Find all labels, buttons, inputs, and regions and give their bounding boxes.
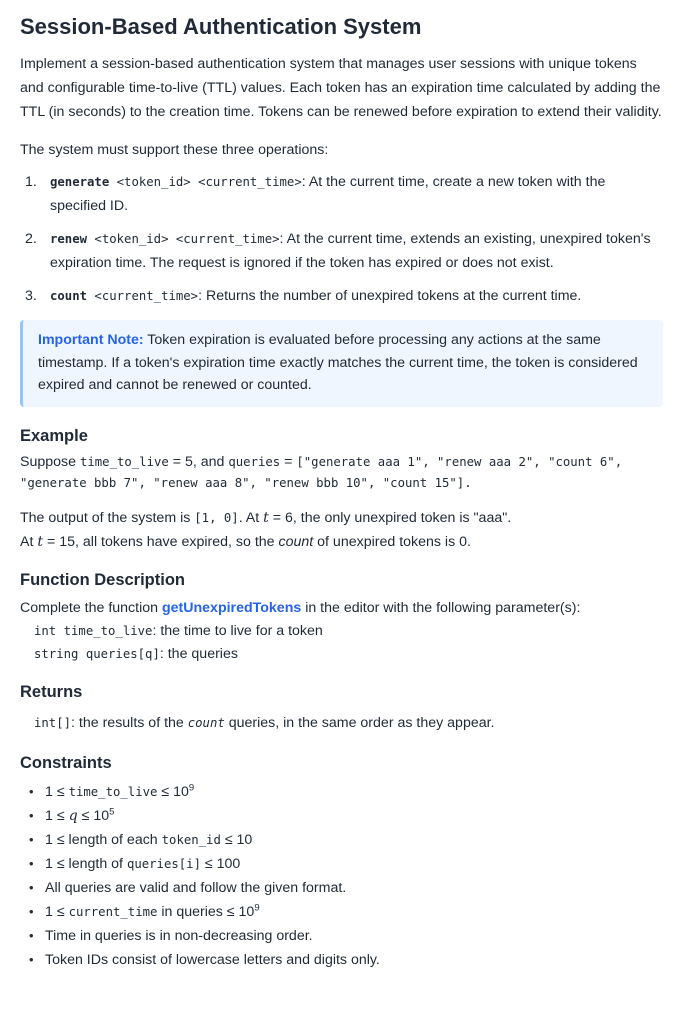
example-setup: Suppose time_to_live = 5, and queries = ["generate aaa 1", "renew aaa 2", "count 6", "generate bbb 7", "renew aaa 8", "renew bbb 10", "count 15"].: [20, 453, 623, 490]
op-command: count: [50, 289, 88, 303]
bullet-icon: •: [29, 855, 34, 871]
constraints-heading: Constraints: [20, 753, 112, 772]
op-description: : At the current time, create a new token with the specified ID.: [50, 174, 606, 214]
bullet-icon: •: [29, 879, 34, 895]
page-title: Session-Based Authentication System: [20, 14, 422, 39]
list-item: [20, 227, 663, 275]
note-label: Important Note:: [38, 332, 144, 348]
param-type: int time_to_live: [34, 623, 153, 638]
example-section: [20, 425, 663, 554]
bullet-icon: •: [29, 831, 34, 847]
example-explanation: At t = 15, all tokens have expired, so the count of unexpired tokens is 0.: [20, 533, 471, 550]
list-item: • Token IDs consist of lowercase letters and digits only.: [20, 948, 663, 972]
important-note-callout: [20, 320, 663, 407]
list-number: 2.: [25, 231, 37, 247]
function-heading: Function Description: [20, 570, 185, 589]
op-description: : At the current time, extends an existing, unexpired token's expiration time. The request is ignored if the token has expired or does not exist.: [50, 231, 651, 271]
op-args: <current_time>: [87, 289, 199, 303]
list-item: • 1 ≤ length of each token_id ≤ 10: [20, 828, 663, 852]
intro-paragraph: Implement a session-based authentication system that manages user sessions with unique tokens and configurable time-to-live (TTL) values. Each token has an expiration time calculated by adding the TTL (in seconds) to the creation time. Tokens can be renewed before expiration to extend their validity.: [20, 56, 662, 120]
note-text: Token expiration is evaluated before processing any actions at the same timestamp. If a token's expiration time exactly matches the current time, the token is considered expired and cannot be renewed or counted.: [38, 332, 638, 393]
example-heading: Example: [20, 426, 88, 445]
function-description-section: [20, 569, 663, 666]
list-number: 1.: [25, 174, 37, 190]
op-args: <token_id> <current_time>: [87, 232, 280, 246]
function-intro: Complete the function getUnexpiredTokens in the editor with the following parameter(s):: [20, 599, 581, 616]
param-type: string queries[q]: [34, 646, 160, 661]
constraints-section: [20, 752, 663, 972]
op-command: generate: [50, 175, 110, 189]
list-number: 3.: [25, 288, 37, 304]
function-name-link[interactable]: getUnexpiredTokens: [161, 599, 302, 616]
bullet-icon: •: [29, 951, 34, 967]
param-item: string queries[q]: the queries: [34, 645, 238, 662]
bullet-icon: •: [29, 807, 34, 823]
returns-heading: Returns: [20, 682, 83, 701]
list-item: • All queries are valid and follow the given format.: [20, 876, 663, 900]
param-item: int time_to_live: the time to live for a token: [34, 622, 323, 639]
operations-list: [20, 170, 663, 308]
list-item: • 1 ≤ current_time in queries ≤ $10^9$: [20, 900, 663, 924]
list-item: • $1 \le q \le 10^5$: [20, 804, 663, 828]
list-item: [20, 170, 663, 218]
example-queries-list: ["generate aaa 1", "renew aaa 2", "count 6", "generate bbb 7", "renew aaa 8", "renew bbb 10", "count 15"].: [20, 454, 623, 490]
list-item: • 1 ≤ length of queries[i] ≤ 100: [20, 852, 663, 876]
op-args: <token_id> <current_time>: [109, 175, 302, 189]
op-description: : Returns the number of unexpired tokens at the current time.: [198, 288, 582, 304]
ops-intro: The system must support these three operations:: [20, 142, 329, 158]
list-item: [20, 284, 663, 308]
return-type: int[]: [34, 715, 72, 730]
list-item: • Time in queries is in non-decreasing order.: [20, 924, 663, 948]
list-item: • 1 ≤ time_to_live ≤ $10^9$: [20, 780, 663, 804]
returns-section: [20, 681, 663, 735]
constraints-list: [20, 780, 663, 972]
op-command: renew: [50, 232, 88, 246]
bullet-icon: •: [29, 903, 34, 919]
bullet-icon: •: [29, 783, 34, 799]
example-output: The output of the system is [1, 0]. At t = 6, the only unexpired token is "aaa".: [20, 509, 512, 526]
bullet-icon: •: [29, 927, 34, 943]
returns-item: int[]: the results of the count queries, in the same order as they appear.: [34, 714, 495, 731]
